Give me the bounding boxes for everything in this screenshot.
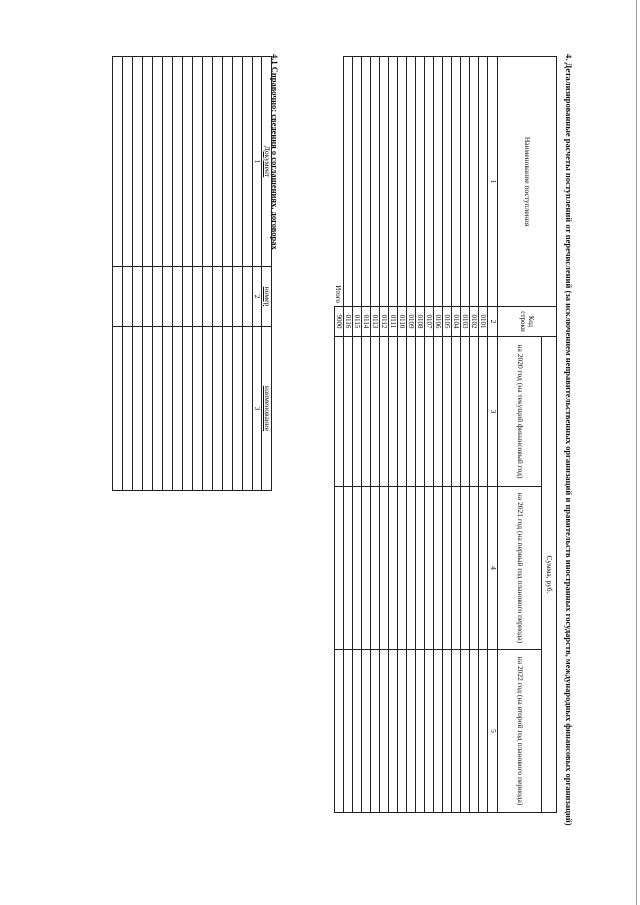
table-cell — [122, 327, 132, 491]
table-row — [212, 57, 222, 491]
table-row — [416, 57, 425, 813]
table-cell — [397, 57, 406, 307]
table-cell — [212, 57, 222, 267]
total-cell — [334, 337, 343, 487]
table-cell — [212, 267, 222, 327]
table-row — [152, 57, 162, 491]
row-code: 0115 — [352, 307, 361, 337]
table-cell — [202, 327, 212, 491]
table-cell — [388, 337, 397, 487]
table-cell — [370, 650, 379, 813]
table-row — [434, 57, 443, 813]
table-cell — [461, 487, 470, 650]
table-cell — [397, 487, 406, 650]
header-year-2021: на 2021 год (на первый год планового периода) — [498, 487, 542, 650]
table-cell — [152, 327, 162, 491]
table-cell — [192, 57, 202, 267]
table-cell — [425, 337, 434, 487]
table-cell — [388, 650, 397, 813]
table-cell — [434, 487, 443, 650]
table-cell — [434, 337, 443, 487]
column-number: 5 — [488, 650, 498, 813]
table-cell — [406, 57, 415, 307]
table-row — [343, 57, 352, 813]
table-cell — [192, 267, 202, 327]
row-code: 0111 — [388, 307, 397, 337]
section-4-heading: 4. Детализированные расчеты поступлений от перечислений (за исключением неправительственных организаций и правительств иностранных государств, международных финансовых организаций) — [564, 54, 574, 826]
table-cell — [397, 650, 406, 813]
column-number: 3 — [488, 337, 498, 487]
table-cell — [470, 487, 479, 650]
table-row — [397, 57, 406, 813]
table-cell — [132, 57, 142, 267]
row-code: 0104 — [452, 307, 461, 337]
table-cell — [222, 57, 232, 267]
table-cell — [172, 327, 182, 491]
row-code: 0114 — [361, 307, 370, 337]
table-cell — [343, 487, 352, 650]
table-cell — [112, 57, 122, 267]
column-number: 2 — [252, 267, 262, 327]
table-cell — [152, 57, 162, 267]
table-cell — [425, 487, 434, 650]
table-cell — [416, 57, 425, 307]
table-cell — [242, 267, 252, 327]
column-number: 4 — [488, 487, 498, 650]
table-cell — [479, 57, 488, 307]
table-cell — [352, 487, 361, 650]
table-cell — [370, 337, 379, 487]
table-cell — [132, 327, 142, 491]
table-row — [470, 57, 479, 813]
table-cell — [132, 267, 142, 327]
table-cell — [379, 337, 388, 487]
column-number: 1 — [252, 57, 262, 267]
table-cell — [242, 57, 252, 267]
agreements-table — [112, 56, 272, 491]
table-cell — [162, 57, 172, 267]
receipts-table — [334, 56, 557, 813]
table-cell — [361, 57, 370, 307]
column-number: 1 — [488, 57, 498, 307]
row-code: 0116 — [343, 307, 352, 337]
table-cell — [452, 650, 461, 813]
table-row — [222, 57, 232, 491]
header-number: номер — [262, 267, 272, 327]
table-row — [352, 57, 361, 813]
table-row — [142, 57, 152, 491]
table-cell — [182, 327, 192, 491]
table-cell — [425, 650, 434, 813]
table-cell — [222, 267, 232, 327]
header-name: Наименование поступления — [498, 57, 557, 307]
table-cell — [352, 337, 361, 487]
table-cell — [152, 267, 162, 327]
row-code: 0112 — [379, 307, 388, 337]
row-code: 0109 — [406, 307, 415, 337]
table-cell — [212, 327, 222, 491]
header-agreement-name: наименование — [262, 327, 272, 491]
table-cell — [461, 337, 470, 487]
table-cell — [461, 57, 470, 307]
table-cell — [343, 650, 352, 813]
table-row — [132, 57, 142, 491]
table-cell — [461, 650, 470, 813]
table-cell — [379, 57, 388, 307]
table-row — [112, 57, 122, 491]
row-code: 0113 — [370, 307, 379, 337]
table-cell — [182, 57, 192, 267]
header-year-2020: на 2020 год (на текущий финансовый год) — [498, 337, 542, 487]
table-cell — [416, 487, 425, 650]
table-row — [461, 57, 470, 813]
table-cell — [232, 57, 242, 267]
table-row — [242, 57, 252, 491]
table-cell — [352, 650, 361, 813]
total-cell — [334, 650, 343, 813]
table-cell — [470, 650, 479, 813]
table-row — [452, 57, 461, 813]
table-cell — [370, 487, 379, 650]
table-cell — [142, 57, 152, 267]
table-cell — [406, 487, 415, 650]
table-row — [202, 57, 212, 491]
table-row — [406, 57, 415, 813]
table-row — [232, 57, 242, 491]
table-cell — [343, 57, 352, 307]
section-41-heading: 4.1 Справочно: сведения о соглашениях, договорах — [270, 54, 280, 250]
row-code: 0101 — [479, 307, 488, 337]
table-cell — [361, 650, 370, 813]
table-cell — [370, 57, 379, 307]
table-cell — [202, 267, 212, 327]
table-cell — [242, 327, 252, 491]
table-cell — [470, 57, 479, 307]
table-cell — [388, 57, 397, 307]
header-document: Документ — [262, 57, 272, 267]
row-code: 0102 — [470, 307, 479, 337]
table-cell — [172, 57, 182, 267]
table-cell — [443, 337, 452, 487]
row-code: 0107 — [425, 307, 434, 337]
row-code: 0110 — [397, 307, 406, 337]
table-cell — [142, 267, 152, 327]
table-cell — [343, 337, 352, 487]
table-cell — [122, 267, 132, 327]
table-cell — [470, 337, 479, 487]
table-cell — [479, 487, 488, 650]
table-cell — [361, 487, 370, 650]
table-row — [479, 57, 488, 813]
table-cell — [443, 487, 452, 650]
table-cell — [416, 337, 425, 487]
table-row — [388, 57, 397, 813]
header-sum: Сумма, руб. — [541, 337, 556, 813]
table-cell — [112, 327, 122, 491]
table-row — [361, 57, 370, 813]
table-cell — [406, 650, 415, 813]
total-cell — [334, 487, 343, 650]
table-cell — [479, 650, 488, 813]
table-cell — [379, 487, 388, 650]
table-cell — [352, 57, 361, 307]
total-label: Итого — [334, 57, 343, 307]
table-cell — [232, 327, 242, 491]
table-cell — [192, 327, 202, 491]
table-cell — [379, 650, 388, 813]
table-cell — [416, 650, 425, 813]
table-cell — [162, 267, 172, 327]
table-row — [443, 57, 452, 813]
table-cell — [361, 337, 370, 487]
table-cell — [388, 487, 397, 650]
table-cell — [122, 57, 132, 267]
row-code: 0103 — [461, 307, 470, 337]
header-code: Код строки — [498, 307, 557, 337]
table-cell — [142, 327, 152, 491]
table-cell — [182, 267, 192, 327]
table-cell — [452, 487, 461, 650]
header-year-2022: на 2022 год (на второй год планового периода) — [498, 650, 542, 813]
table-cell — [452, 337, 461, 487]
row-code: 0105 — [443, 307, 452, 337]
table-row — [122, 57, 132, 491]
table-cell — [112, 267, 122, 327]
table-cell — [452, 57, 461, 307]
table-row — [379, 57, 388, 813]
row-code: 0106 — [434, 307, 443, 337]
table-cell — [172, 267, 182, 327]
table-cell — [222, 327, 232, 491]
total-code: 9000 — [334, 307, 343, 337]
table-cell — [162, 327, 172, 491]
table-cell — [443, 650, 452, 813]
column-number: 2 — [488, 307, 498, 337]
table-row — [370, 57, 379, 813]
table-cell — [443, 57, 452, 307]
table-cell — [232, 267, 242, 327]
table-cell — [434, 57, 443, 307]
table-cell — [425, 57, 434, 307]
table-row — [182, 57, 192, 491]
table-row — [425, 57, 434, 813]
table-cell — [434, 650, 443, 813]
table-cell — [397, 337, 406, 487]
row-code: 0108 — [416, 307, 425, 337]
table-cell — [406, 337, 415, 487]
column-number: 3 — [252, 327, 262, 491]
table-row — [172, 57, 182, 491]
table-cell — [479, 337, 488, 487]
table-cell — [202, 57, 212, 267]
table-row — [192, 57, 202, 491]
table-row — [162, 57, 172, 491]
